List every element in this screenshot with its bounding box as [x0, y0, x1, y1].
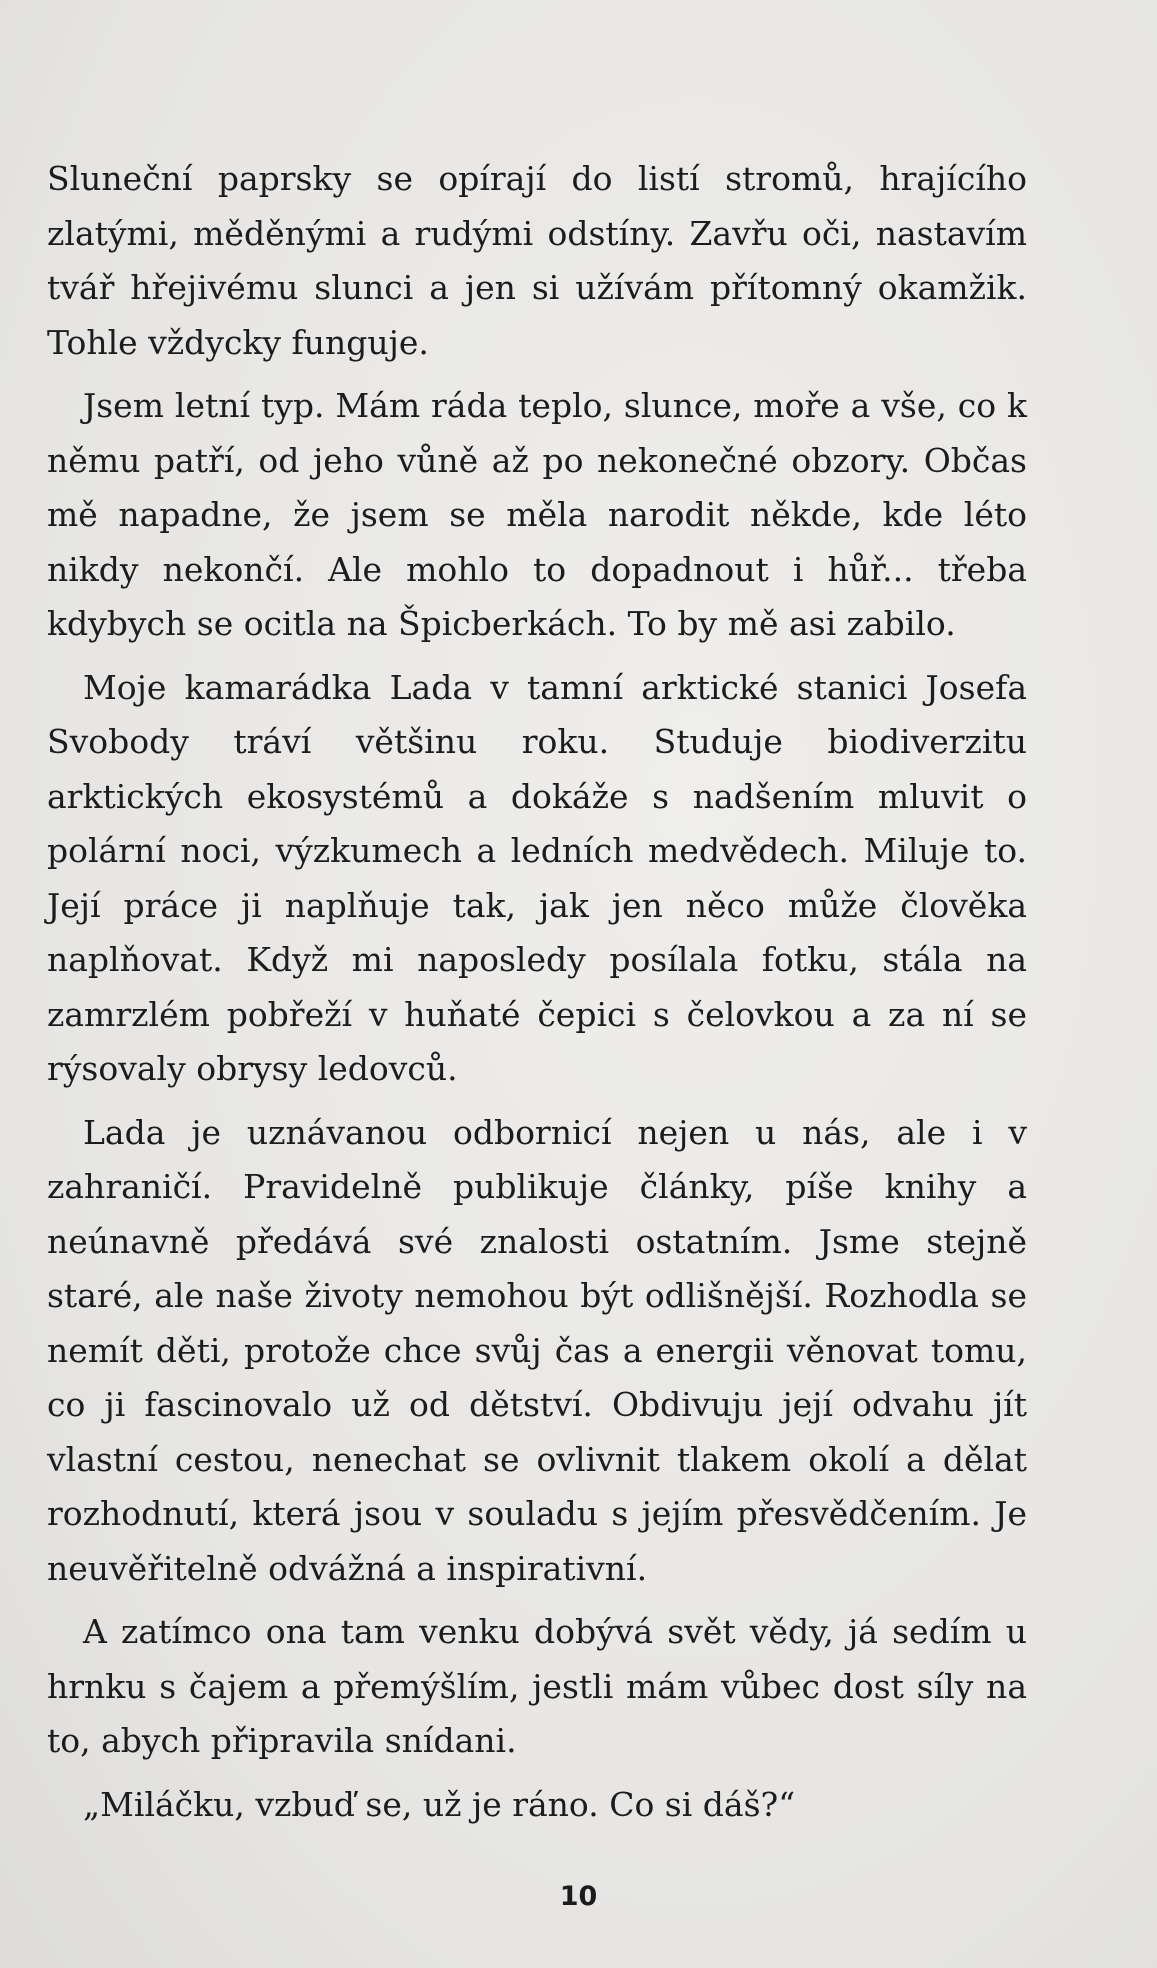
paragraph-3: Moje kamarádka Lada v tamní arktické stanici Josefa Svobody tráví většinu roku. Studuje biodiverzitu arktických ekosystémů a dokáže s nadšením mluvit o polární noci, výzkumech a ledních medvědech. Miluje to. Její práce ji naplňuje tak, jak jen něco může člověka naplňovat. Když mi naposledy posílala fotku, stála na zamrzlém pobřeží v huňaté čepici s čelovkou a za ní se rýsovaly obrysy ledovců.: [47, 667, 1027, 1088]
paragraph-6-dialogue: „Miláčku, vzbuď se, už je ráno. Co si dáš?“: [83, 1784, 796, 1824]
paragraph-1: Sluneční paprsky se opírají do listí stromů, hrajícího zlatými, měděnými a rudými odstíny. Zavřu oči, nastavím tvář hřejivému slunci a jen si užívám přítomný okamžik. Tohle vždycky funguje.: [47, 159, 1027, 362]
page-number: 10: [559, 1881, 598, 1912]
paragraph-5: A zatímco ona tam venku dobývá svět vědy, já sedím u hrnku s čajem a přemýšlím, jestli mám vůbec dost síly na to, abych připravila snídani.: [47, 1612, 1027, 1760]
paragraph-2: Jsem letní typ. Mám ráda teplo, slunce, moře a vše, co k němu patří, od jeho vůně až po nekonečné obzory. Občas mě napadne, že jsem se měla narodit někde, kde léto nikdy nekončí. Ale mohlo to dopadnout i hůř... třeba kdybych se ocitla na Špicberkách. To by mě asi zabilo.: [47, 386, 1027, 643]
paragraph-4: Lada je uznávanou odbornicí nejen u nás, ale i v zahraničí. Pravidelně publikuje články, píše knihy a neúnavně předává své znalosti ostatním. Jsme stejně staré, ale naše životy nemohou být odlišnější. Rozhodla se nemít děti, protože chce svůj čas a energii věnovat tomu, co ji fascinovalo už od dětství. Obdivuju její odvahu jít vlastní cestou, nenechat se ovlivnit tlakem okolí a dělat rozhodnutí, která jsou v souladu s jejím přesvědčením. Je neuvěřitelně odvážná a inspirativní.: [47, 1112, 1027, 1588]
body-text: [47, 152, 1027, 1841]
